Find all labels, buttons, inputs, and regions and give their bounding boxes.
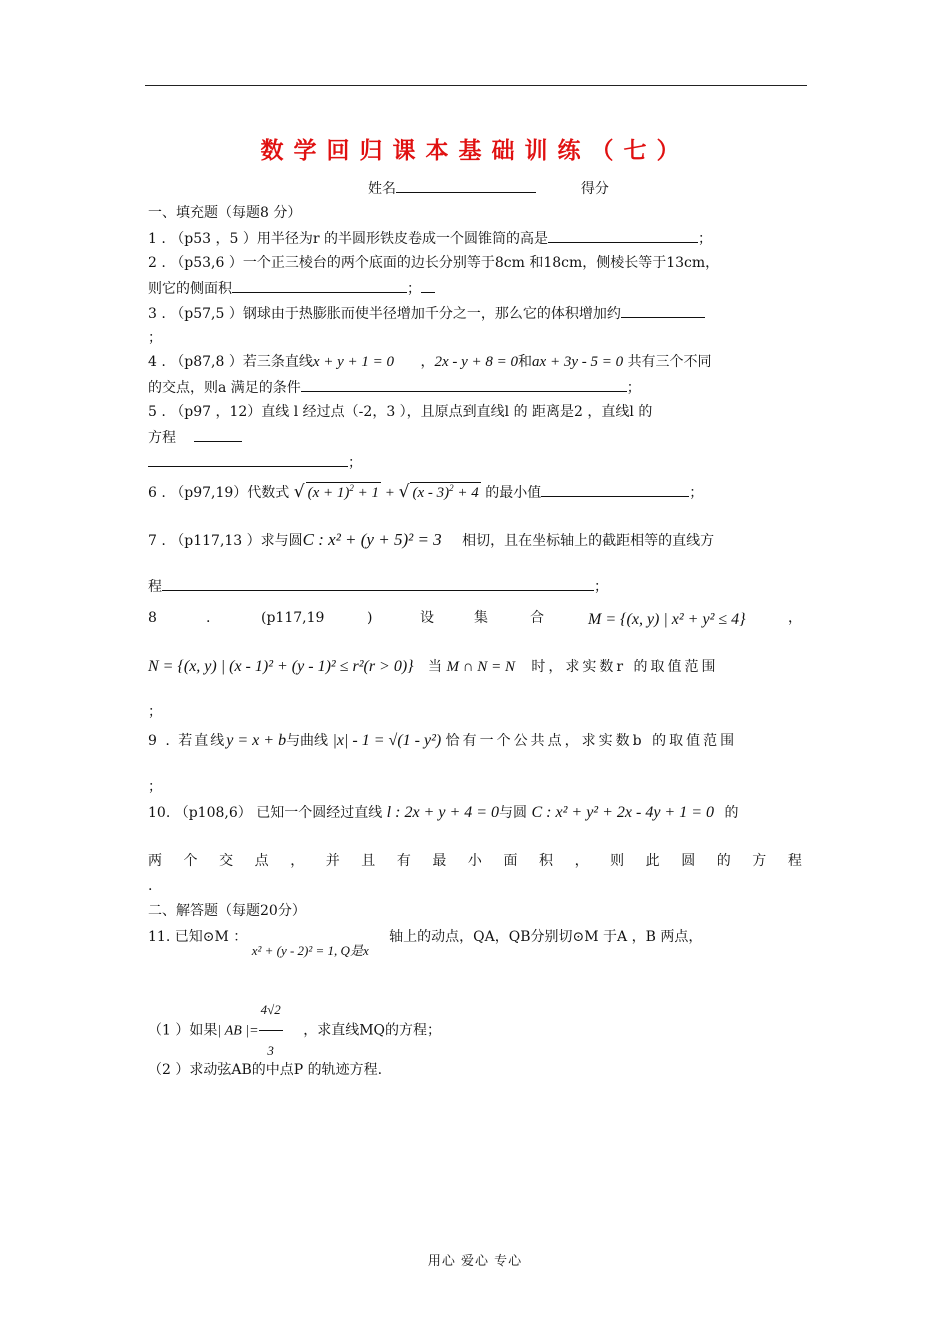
math-fraction: $\frac{4√2}{3}$ xyxy=(259,990,283,1071)
page-footer: 用心 爱心 专心 xyxy=(427,1254,523,1269)
question-5-line1: 5 . （p97 ，12）直线 l 经过点（-2，3 ），且原点到直线l 的 距离是2 ，直线l 的 xyxy=(148,404,653,420)
math-line: y = x + b xyxy=(226,732,287,749)
question-9: 9 . 若直线y = x + b与曲线 |x| - 1 = √(1 - y²) 恰有一个公共点，求实数b 的取值范围 xyxy=(148,732,738,749)
math-condition: M ∩ N = N xyxy=(446,659,515,675)
math-circle: C : x² + y² + 2x - 4y + 1 = 0 xyxy=(531,804,715,821)
name-field xyxy=(368,178,609,199)
answer-blank[interactable] xyxy=(162,576,594,591)
answer-blank[interactable] xyxy=(148,452,348,467)
question-7-line1: 7 . （p117,13 ）求与圆C : x² + (y + 5)² = 3 相切，且在坐标轴上的截距相等的直线方 xyxy=(148,530,715,549)
math-set-n: N = {(x, y) | (x - 1)² + (y - 1)² ≤ r²(r > 0)} xyxy=(148,658,414,675)
question-5-line3: ； xyxy=(148,452,362,473)
question-2-line2: 则它的侧面积 ； xyxy=(148,278,435,299)
question-6: 6 . （p97,19）代数式 √ $(x + 1)^2 + 1$ + √ (x - 3)$^2$ + 4 的最小值 ； xyxy=(148,482,704,502)
math-eq: ax + 3y - 5 = 0 xyxy=(532,354,624,370)
question-10-line1: 10. （p108,6） 已知一个圆经过直线 l : 2x + y + 4 = 0与圆 C : x² + y² + 2x - 4y + 1 = 0 的 xyxy=(148,804,739,821)
question-4-line2: 的交点，则a 满足的条件 ； xyxy=(148,377,641,398)
name-label: 姓名 xyxy=(368,181,396,197)
question-9-end: ； xyxy=(148,779,162,795)
answer-blank[interactable] xyxy=(301,377,627,392)
question-11-line1: 11. 已知⊙M ： x² + (y - 2)² = 1, Q是x 轴上的动点，QA，QB分别切⊙M 于A ，B 两点， xyxy=(148,929,703,958)
answer-blank[interactable] xyxy=(621,303,705,318)
section-answer: 二、解答题（每题20分） xyxy=(148,903,306,919)
question-3: 3 . （p57,5 ）钢球由于热膨胀而使半径增加千分之一，那么它的体积增加约 xyxy=(148,303,705,324)
question-2-line1: 2 . （p53,6 ）一个正三棱台的两个底面的边长分别等于8cm 和18cm，侧棱长等于13cm， xyxy=(148,255,720,271)
math-expression: √ $(x + 1)^2 + 1$ + √ (x - 3)$^2$ + 4 xyxy=(293,482,479,502)
math-circle-m: x² + (y - 2)² = 1, Q是x xyxy=(251,943,369,958)
question-11-part1: （1 ）如果| AB |= $\frac{4√2}{3}$ ，求直线MQ的方程； xyxy=(148,990,441,1071)
question-3-end: ； xyxy=(148,330,162,346)
question-10-line2: 两 个 交 点 ， 并 且 有 最 小 面 积 ， 则 此 圆 的 方 程 xyxy=(148,853,802,869)
math-eq: 2x - y + 8 = 0 xyxy=(434,354,519,370)
question-1: 1 . （p53 ，5 ）用半径为r 的半圆形铁皮卷成一个圆锥筒的高是 ； xyxy=(148,228,712,249)
question-4-line1: 4 . （p87,8 ）若三条直线x + y + 1 = 0 ，2x - y + 8 = 0和ax + 3y - 5 = 0 共有三个不同 xyxy=(148,354,712,370)
question-8-line2: N = {(x, y) | (x - 1)² + (y - 1)² ≤ r²(r > 0)} 当 M ∩ N = N 时，求实数r 的取值范围 xyxy=(148,658,719,675)
page-title: 数学回归课本基础训练（七） xyxy=(260,137,690,164)
math-line: l : 2x + y + 4 = 0 xyxy=(386,804,500,821)
math-set-m: M = {(x, y) | x² + y² ≤ 4} xyxy=(588,611,746,628)
answer-blank[interactable] xyxy=(541,482,689,497)
math-eq: x + y + 1 = 0 xyxy=(312,354,395,370)
header-rule xyxy=(145,85,807,86)
math-curve: |x| - 1 = √(1 - y²) xyxy=(332,732,442,749)
score-label: 得分 xyxy=(580,181,609,197)
question-10-end: . xyxy=(148,878,153,894)
answer-blank[interactable] xyxy=(194,427,242,442)
question-7-line2: 程 ； xyxy=(148,576,608,597)
math-circle: C : x² + (y + 5)² = 3 xyxy=(302,530,442,549)
question-5-line2: 方程 xyxy=(148,427,242,448)
question-11-part2: （2 ）求动弦AB的中点P 的轨迹方程. xyxy=(148,1062,383,1078)
name-blank[interactable] xyxy=(396,178,536,193)
answer-blank[interactable] xyxy=(232,278,407,293)
section-fill-in: 一、填充题（每题8 分） xyxy=(148,205,302,221)
question-8-end: ； xyxy=(148,704,162,720)
answer-blank[interactable] xyxy=(548,228,698,243)
